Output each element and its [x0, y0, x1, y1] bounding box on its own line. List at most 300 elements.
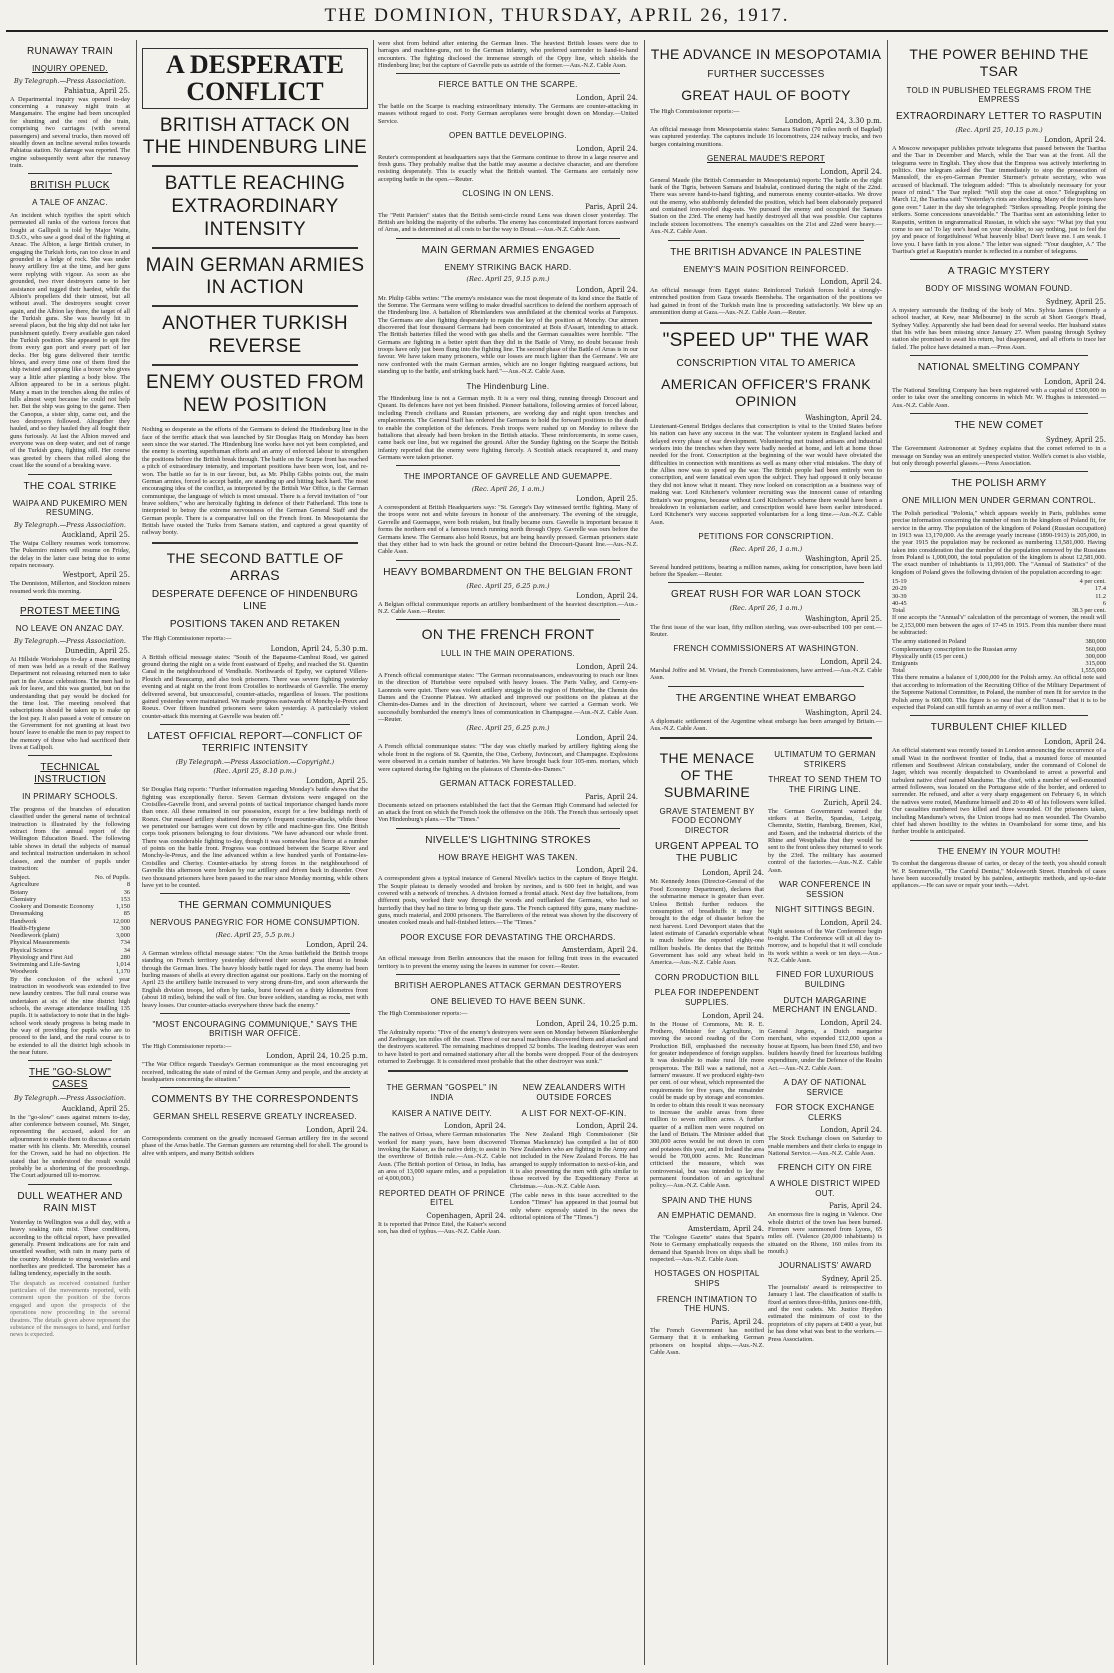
article-new-comet	[892, 420, 1106, 467]
subheadline: MAIN GERMAN ARMIES IN ACTION	[145, 254, 365, 299]
dateline: Pahiatua, April 25.	[63, 86, 130, 95]
divider	[28, 755, 112, 756]
article-body: The battle on the Scarpe is reaching extraordinary intensity. The Germans are counter-attacking in masses without regard to cost. Forty German aeroplanes were brought down on Monday.—United Service.	[378, 103, 638, 125]
subheadline: ENEMY STRIKING BACK HARD.	[444, 262, 572, 272]
table-cell: 1,150	[115, 903, 130, 911]
dateline: London, April 24.	[576, 866, 638, 875]
subheadline: BODY OF MISSING WOMAN FOUND.	[925, 284, 1073, 294]
masthead-rule	[6, 30, 1108, 32]
table-cell: Botany	[10, 888, 29, 896]
headline: TECHNICAL INSTRUCTION	[34, 762, 106, 786]
article-body: Reuter's correspondent at headquarters says that the Germans continue to throw in a large reserve and fresh guns. They probably realise that the battle may assume a decisive character, and are therefore resisting desperately. This is exactly what the British wanted. The Germans are certainly now accepting battle in the open.—Reuter.	[378, 153, 638, 183]
table-cell: 36	[123, 888, 130, 896]
table-cell: 315,000	[1085, 660, 1106, 667]
article-body: The "Cologne Gazette" states that Spain's Note to Germany emphatically requests the demand that Spanish lives on ships shall be respected.—Aus.-N.Z. Cable Assn.	[650, 1234, 764, 1264]
article-body: An incident which typifies the spirit which permeated all ranks of the various forces that fought at Gallipoli is told by Major Waite, D.S.O., who saw a good deal of the fighting at Anzac. The Albion, a large British cruiser, in engaging the Turkish forts, ran too close in and grounded in a ledge of rock. She was under heavy artillery fire at the time, and her guns were replying with vigour. As soon as she grounded, two river destroyers came to her assistance and tugged their hardest, while the Albion's propellers did their utmost, but all without avail. The destroyers sought cover again, and the Albion lay there, the target of all the Turkish guns. She was heavily hit in several places, but the big ship did not take her punishment quietly. Every available gun raked the Turkish position. She appeared to spit fire from every gun port and every part of her decks. Her big guns delivered their terrific blows, and every time one of them fired the ship twisted and sprang like a boxer who gives way a little after planting a body blow. The Albion appeared to be in a serious plight. Many a man in the trenches along the miles of hills almost wept because he could not help her. But the ship was going to the game. Then the Canopus, a sister ship, came out, and the two destroyers followed. Altogether they hauled, and so they hauled they all fought their guns furiously. At last the Albion moved and everyone was on deep water, and out of range of the Turkish guns, fighting still. Her course was greeted by cheers that rolled along the coast like the sound of a breaking wave.	[10, 211, 130, 470]
article-body: A correspondent at British Headquarters says: "St. George's Day witnessed terrific fighting. Many of the troops were not and white favours in honour of the anniversary. The evening of the struggle, Gavrelle and Guemappe, were both retaken, but finally became ours. Gavrelle is important because it forms the northern end of a famous trench running north through Oppy. Gavrelle was ours before the Germans knew. The Germans also hold Roeux, but are being heavily pressed. German prisoners state that they either had to win back the ground or retire behind the Drocourt-Queant line.—Aus.-N.Z. Cable Assn.	[378, 504, 638, 556]
article-body: A mystery surrounds the finding of the body of Mrs. Sylvia James (formerly a school teacher, at Kew, near Melbourne) in the scrub at Short George's Head, Sydney Valley. Apparently she had been dead for several weeks. Her husband states that his wife has been missing since January 27. When passing through Sydney station she promised to await his return, but disappeared, and all efforts to trace her failed. The police have detained a man.—Press Assn.	[892, 306, 1106, 351]
intro-line: The High Commissioner reports:—	[142, 635, 232, 643]
article-coal-strike	[10, 481, 130, 595]
headline: A DESPERATE CONFLICT	[142, 48, 368, 109]
article-body: The Hindenburg line is not a German myth. It is a very real thing, running through Drocourt and Queant. Its defences have not yet been finished. Pioneer battalions, following armies of forced labour, including French civilians and Russian prisoners, are working day and night upon trenches and emplacements. The General Staff has ordered the Germans to hold the forward positions to the death to enable the completion of the defences. Fresh troops were rushed up on Monday to relieve the battalions that already had been broken in the British attacks. These reinforcements, in some cases, came back our line, but we regained the ground. After the Sunday fighting on the Scarpe the British infantry reported that the enemy were fighting fiercely. A Scottish attack recaptured it, and many Germans were taken prisoner.	[378, 395, 638, 461]
sub-column-right	[510, 1077, 638, 1237]
headline: THE ARGENTINE WHEAT EMBARGO	[675, 692, 857, 704]
subheadline: KAISER A NATIVE DEITY.	[391, 1108, 493, 1118]
divider	[910, 715, 1088, 716]
headline: DULL WEATHER AND RAIN MIST	[17, 1190, 123, 1214]
divider	[910, 259, 1088, 260]
divider	[396, 238, 620, 239]
article-body: Correspondents comment on the greatly increased German artillery fire in the second phase of the Arras battle. The German gunners are returning shell for shell. The ground is alive with snipers, and many British soldiers	[142, 1135, 368, 1157]
table-row	[892, 667, 1106, 674]
divider	[910, 471, 1088, 472]
table-cell: Total	[892, 606, 905, 614]
table-cell: Total	[892, 667, 905, 675]
subheadline: AN EMPHATIC DEMAND.	[657, 1211, 757, 1221]
article-body: An official statement was recently issued in London announcing the occurrence of a small Wasi in the northwest frontier of India, that a mounted force of mounted riflemen and Southwest African constabulary, under the command of Colonel de Jager, which was recently despatched to Ovamboland to arrest a powerful and turbulent native chief named Mandume. The chief, with a number of well-mounted armed followers, was located on the Portuguese side of the border, and ordered to surrender. He refused, and after a very sharp engagement on February 6, in which the natives were routed, Mandume himself and 20 to 40 of his followers were killed. Our casualties numbered two killed and three wounded. Of the prisoners taken, including Mandume's wives, the Union troops had no men wounded. The Ovambo chief had shown hostility to the whites in Ovamboland for some time, and his further trouble is anticipated.	[892, 747, 1106, 836]
dateline: Zurich, April 24.	[823, 798, 882, 807]
divider	[28, 1184, 112, 1185]
table-row	[892, 660, 1106, 667]
subheadline: INQUIRY OPENED.	[32, 64, 108, 73]
divider	[160, 1013, 350, 1014]
article-petitions	[650, 532, 882, 578]
article-polish-army	[892, 478, 1106, 711]
article-body: An official message from Berlin announces that the reason for felling fruit trees in the evacuated territory is to prevent the enemy using the leaves in summer for cover.—Reuter.	[378, 955, 638, 970]
table-cell: 20-29	[892, 585, 907, 593]
table-cell: 4 per cent.	[1079, 578, 1106, 586]
divider	[388, 1070, 628, 1072]
article-body: The New Zealand High Commissioner (Sir Thomas Mackenzie) has compiled a list of 800 New Zealanders who are fighting in the Army and not included in the New Zealand Forces. He has arranged to supply information to next-of-kin, and it is also presenting the men with gifts similar to those received by the Expeditionary Force at Christmas.—Aus.-N.Z. Cable Assn.	[510, 1131, 638, 1190]
column-1	[6, 40, 134, 1665]
headline: THE COAL STRIKE	[23, 480, 117, 492]
headline: RUNAWAY TRAIN	[27, 46, 113, 57]
total-row-table	[892, 607, 1106, 614]
table-row	[892, 653, 1106, 660]
article-power-behind-tsar	[892, 46, 1106, 255]
dateline: London, April 24.	[820, 1126, 882, 1135]
dateline: Sydney, April 25.	[1045, 436, 1106, 445]
table-cell: Health-Hygiene	[10, 924, 51, 932]
headline: WAR CONFERENCE IN SESSION	[779, 879, 871, 899]
table-body	[892, 578, 1106, 607]
dateline: London, April 24.	[444, 1122, 506, 1131]
headline: REPORTED DEATH OF PRINCE EITEL	[378, 1188, 506, 1208]
dateline: Sydney, April 25.	[1045, 297, 1106, 306]
table-row	[892, 578, 1106, 585]
divider	[396, 828, 620, 829]
dateline: Paris, April 24.	[711, 1317, 764, 1326]
subheadline: EXTRAORDINARY LETTER TO RASPUTIN	[895, 110, 1103, 122]
dateline: Sydney, April 25.	[821, 1275, 882, 1283]
dateline: Washington, April 24.	[805, 708, 882, 717]
table-header-cell: No. of Pupils.	[95, 874, 130, 882]
headline: GREAT RUSH FOR WAR LOAN STOCK	[670, 589, 862, 601]
subheadline: PLEA FOR INDEPENDENT SUPPLIES.	[654, 988, 760, 1007]
dateline: London, April 24.	[1044, 378, 1106, 387]
article-turbulent-chief	[892, 722, 1106, 835]
headline: LATEST OFFICIAL REPORT—CONFLICT OF TERRIFIC INTENSITY	[147, 730, 363, 754]
dateline: London, April 25.	[576, 495, 638, 504]
table-cell: Handwork	[10, 917, 37, 925]
article-body: General Jurgens, a Dutch margarine merchant, who expended £12,000 upon a house at Epsom, has been fined £50, and two builders heavily fined for luxurious building expenditure, under the Defence of the Realm Act.—Aus.-N.Z. Cable Assn.	[768, 1027, 882, 1072]
article-body: A Moscow newspaper publishes private telegrams that passed between the Tsaritsa and the Tsar in December and March, while the Tsar was at the front. All the telegrams were in English. They show that the Empress was actively interfering in politics. One telegram asked the Tsar immediately to stop the prosecution of Manusloff, the ex-pro-German Premier Sturmer's private secretary, who was accused of blackmail. The telegram added: "This is absolutely necessary for your peace of mind." The Tsar replied: "Will stop the case at once." Telegraphing on March 12, the Tsaritsa said: "Yesterday's riots are shocking. Many of the troops have gone over." Later in the day she telegraphed: "Strikes spreading. People joining the strikers. Some concessions unavoidable." The Tsaritsa sent an astonishing letter to Rasputin, written in ungrammatical Russian, in which she says: "What joy that you come to see us! To lay one's head on your shoulder, to say nothing, just to feel the joy and peace of forgetfulness! What heavenly bliss! Don't leave me. I am weak. I love you. I have faith in you alone." The letter was signed: "Your daughter, A." The Tsaritsa's grief at Rasputin's murder is reflected in a number of telegrams.	[892, 144, 1106, 255]
subheadline: NERVOUS PANEGYRIC FOR HOME CONSUMPTION.	[150, 918, 360, 928]
lead-story	[142, 48, 368, 537]
headline: FRENCH CITY ON FIRE	[777, 1163, 872, 1173]
headline: "SPEED UP" THE WAR	[662, 329, 870, 351]
article-body: It is reported that Prince Eitel, the Kaiser's second son, has died of typhus.—Aus.-N.Z. Cable Assn.	[378, 1220, 506, 1236]
headline: THE ADVANCE IN MESOPOTAMIA	[650, 46, 882, 62]
subheadline: BRITISH ATTACK ON THE HINDENBURG LINE	[142, 114, 368, 159]
dateline: London, April 24.	[576, 662, 638, 671]
article-body: Nothing so desperate as the efforts of the Germans to defend the Hindenburg line in the face of the terrific attack that was launched by Sir Douglas Haig on Monday has been seen since the war started. The Hindenburg line works have not yet been completed, and the enemy is exerting superhuman efforts and an army of enforced labour to strengthen the positions before the British break through. The battle on the Scarpe front has reached a pitch of extraordinary intensity, and important positions have been won, lost, and re-won. The battle so far is in our favour, but, as Mr. Philip Gibbs points out, the main German armies, forced to accept battle, are standing up and hitting back hard. The most encouraging idea of the conflict, as interpreted by the British War Office, is the German communique, the language of which is most unusual. There is a fervid invitation of "our brave soldiers," who are heroically fighting in defence of their Fatherland. This tone is interpreted to betray the extreme nervousness of the German General Staff and the German people. There is a comparative lull on the French front. In Mesopotamia the British have ousted the Turks from Samara station, and captured a great quantity of railway booty.	[142, 426, 368, 537]
table-row	[10, 903, 130, 910]
article-body: The journalists' award is retrospective to January 1 last. The classification of staffs is fixed at seniors three-fifths, juniors one-fifth, and the rest cadets. Mr. Justice Heydon estimated the minimum of cost to the proprietors of city papers at £400 a year, but he has done what was best to the workers.—Press Association.	[768, 1284, 882, 1343]
table-row	[10, 889, 130, 896]
article-speed-up-war	[650, 330, 882, 526]
subheadline: ENEMY'S MAIN POSITION REINFORCED.	[683, 264, 849, 274]
dateline: Amsterdam, April 24.	[561, 946, 638, 955]
dateline: Amsterdam, April 24.	[687, 1225, 764, 1234]
headline: "MOST ENCOURAGING COMMUNIQUE," SAYS THE BRITISH WAR OFFICE.	[152, 1019, 358, 1039]
headline: THE BRITISH ADVANCE IN PALESTINE	[670, 246, 862, 258]
table-row	[10, 881, 130, 888]
column-rule	[136, 40, 137, 1665]
article-body: The French Government has notified Germany that it is embarking German prisoners on hospital ships.—Aus.-N.Z. Cable Assn.	[650, 1326, 764, 1356]
headline: THE POLISH ARMY	[951, 478, 1047, 490]
article-war-loan	[650, 589, 882, 638]
headline: THE POWER BEHIND THE TSAR	[909, 46, 1089, 79]
headline: FINED FOR LUXURIOUS BUILDING	[776, 970, 874, 990]
divider	[910, 413, 1088, 414]
subheadline: ONE BELIEVED TO HAVE BEEN SUNK.	[430, 996, 586, 1006]
dateline: London, April 24, 10.25 p.m.	[266, 1052, 368, 1061]
article-body: At Hillside Workshops to-day a mass meeting of men was held as a result of the Railway Department not releasing returned men to take part in the Anzac celebrations. The men had to ask for leave, and this was granted, but on the understanding that pay would be docked for the time lost. The meeting resolved that subscriptions should be taken up to make up the lost pay. It also passed a vote of censure on the Government for not granting at least two hours' leave to enable the men to pay respect to the memory of those who had sacrificed their lives at Gallipoli.	[10, 655, 130, 752]
dateline: London, April 24.	[576, 94, 638, 103]
dateline: London, April 24.	[576, 144, 638, 153]
column-rule	[644, 40, 645, 1665]
subheadline: ONE MILLION MEN UNDER GERMAN CONTROL.	[901, 496, 1097, 506]
article-latest-official-report	[142, 731, 368, 889]
dateline: London, April 24.	[702, 1011, 764, 1020]
dateline: London, April 24.	[820, 278, 882, 287]
received-time: (Rec. April 26, 1 a.m.)	[729, 604, 803, 613]
dateline: Westport, April 25.	[62, 571, 130, 580]
article-body: A French official communique states: "The German reconnaissances, endeavouring to reach our lines in the direction of Hurtebise were repulsed with heavy losses. The Paris Valley, and Cerny-en-Laonnois were quiet. There was violent artillery struggle in the region of Hurtebise, the Chemin des Dames and the Craonne Plateau. We attacked and improved our positions on the plateau at the Chemin-des-Dames and in the direction of Juvincourt, where we carried a German work. We successfully bombarded the enemy's lines of communication in Champagne.—Aus.-N.Z. Cable Assn.—Reuter.	[378, 671, 638, 723]
subtraction-table	[892, 638, 1106, 667]
table-cell: Swimming and Life-Saving	[10, 961, 80, 969]
table-row	[892, 646, 1106, 653]
article-open-battle	[378, 131, 638, 183]
article-body: Lieutenant-General Bridges declares that conscription is vital to the United States before his nation can have any success in the war. The volunteer system in England lacked and delayed every phase of war development. Volunteering met trained artisans and industrial workers into the trenches when they were badly needed at home, and left at home those needed for the front. Conscription at the beginning of the war would have obviated the difficulties in connection with munitions as well as many other vital mistakes. The duty of the Allies now was to speed up the war. The British people had been entirely won to conscription, and were fanatical even upon the subject. They had opposed it only because they did not know what it meant. They now looked on conscription as a business way of making war. Lord Kitchener's volunteer recruiting was the innocent cause of retarding Britain's war progress, because without Lord Kitchener's scheme there would have been a breakdown in voluntarism earlier, and conscription would have been earlier introduced. Lord Kitchener's very success supported voluntarism for a long time.—Aus.-N.Z. Cable Assn.	[650, 422, 882, 526]
subheadline: ENEMY OUSTED FROM NEW POSITION	[146, 371, 364, 416]
table-cell: Chemistry	[10, 895, 37, 903]
subheadline: FRENCH INTIMATION TO THE HUNS.	[656, 1294, 758, 1314]
dateline: Paris, April 24.	[585, 202, 638, 211]
table-row	[892, 638, 1106, 645]
divider	[152, 165, 358, 167]
received-time: (Rec. April 25, 9.15 p.m.)	[466, 275, 550, 284]
received-time: (Rec. April 25, 10.15 p.m.)	[955, 125, 1043, 134]
article-body: The National Smelting Company has been registered with a capital of £500,000 in order to take over the smelting concerns in which Mr. W. Hughes is interested.—Aus.-N.Z. Cable Assn.	[892, 387, 1106, 409]
advertisement-dentist	[892, 847, 1106, 890]
article-french-commissioners	[650, 644, 882, 681]
advertisement-body: To combat the dangerous disease of caries, or decay of the teeth, you should consult W. P. Sommerville, "The Careful Dentist," Molesworth Street. Hundreds of cases have been successfully treated by his painless, antiseptic methods, and up-to-date appliances.—He can save or repair your teeth.—Advt.	[892, 860, 1106, 890]
article-body: The first issue of the war loan, fifty million sterling, was over-subscribed 100 per cent.—Reuter.	[650, 623, 882, 638]
table-cell: 153	[120, 895, 130, 903]
article-comments	[142, 1094, 368, 1157]
article-body: A German wireless official message states: "On the Arras battlefield the British troops standing on French territory yesterday delivered their second great thrust to break through the German lines. The heavy bloody battle raged for days. The enemy had been hurling masses of shells at every direction against our positions. Early on the morning of April 23 the artillery battle increased to very strong drum-fire, and soon afterwards the English division troops, led often by tanks, burst forward on a thirty kilometres front (about 18 miles), behind the wall of fire. Our brave soldiers, standing as rocks, met with heavy losses. Our counter-attacks everywhere threw back the enemy."	[142, 949, 368, 1009]
column-4	[646, 40, 886, 1665]
article-second-battle-arras	[142, 550, 368, 720]
received-time: (Rec. April 25, 5.5 p.m.)	[215, 930, 295, 939]
article-body: This there remains a balance of 1,000,000 for the Polish army. An official note said that according to information of the Recruiting Office of the Military Department of the Supreme National Committee, in Poland, the number of men fit for service in the Polish army is 600,000. This figure is so near that of the "Annual" that it is to be expected that Poland can still furnish an army of over a million men.	[892, 674, 1106, 711]
subheadline: ANOTHER TURKISH REVERSE	[162, 313, 348, 357]
byline: (By Telegraph.—Press Association.—Copyright.)	[175, 757, 335, 766]
article-body: Marshal Joffre and M. Viviani, the French Commissioners, have arrived.—Aus.-N.Z. Cable Assn.	[650, 666, 882, 682]
divider	[28, 1060, 112, 1061]
subheadline: The Hindenburg Line.	[466, 381, 550, 391]
received-time: (Rec. April 26, 1 a.m.)	[729, 544, 803, 553]
subheadline: DESPERATE DEFENCE OF HINDENBURG LINE	[151, 589, 359, 613]
table-row	[10, 968, 130, 975]
subheadline: CONSCRIPTION VITAL TO AMERICA	[676, 358, 856, 370]
article-body: The "Petit Parisien" states that the British semi-circle round Lens was drawn closer yesterday. The British are holding the majority of the suburbs. The enemy has concentrated important forces eastward of Arras, and is determined at all costs to bar the way to Douai.—Aus.-N.Z. Cable Assn.	[378, 211, 638, 234]
article-most-encouraging	[142, 1020, 368, 1084]
article-german-communiques	[142, 900, 368, 1009]
headline: A TRAGIC MYSTERY	[947, 266, 1051, 278]
table-cell: 1,555,000	[1080, 667, 1106, 675]
article-body: Night sessions of the War Conference begin to-night. The Conference will sit all day to-morrow, and is hopeful that it will conclude its work within a week or ten days.—Aus.-N.Z. Cable Assn.	[768, 927, 882, 965]
article-body: Mr. Kennedy Jones (Director-General of the Food Economy Department), declares that the submarine menace is greater than ever. Unless British further reduces the consumption of breadstuffs it may be brought to the edge of disaster before the next harvest. Lord Devonport states that the latest estimate of Canada's exportable wheat is much below the reported eighty-one million bushels. He denies that the British Government has sold any wheat held in America.—Aus.-N.Z. Cable Assn.	[650, 878, 764, 967]
article-body: By the conclusion of the school year instruction in woodwork was extended to five new laundry centres. The full rural course was undertaken at six of the nine district high schools, the average attendance totalling 135 pupils. It is satisfactory to note that in the high-school work steady progress is being made in the way of providing for pupils who are to proceed to the land, and the rural course is to be extended to all the district high schools in the near future.	[10, 975, 130, 1057]
article-body: Several hundred petitions, bearing a million names, asking for conscription, have been laid before the Speaker.—Reuter.	[650, 563, 882, 579]
subheadline: GREAT HAUL OF BOOTY	[681, 86, 851, 103]
headline: BRITISH PLUCK	[30, 180, 110, 192]
table-cell: Physiology and First Aid	[10, 953, 73, 961]
divider	[396, 974, 620, 975]
article-body: The Denniston, Millerton, and Stockton miners resumed work this morning.	[10, 580, 130, 595]
table-cell: 85	[123, 910, 130, 918]
headline: ON THE FRENCH FRONT	[421, 626, 595, 643]
byline: By Telegraph.—Press Association.	[14, 1094, 126, 1103]
headline: HOSTAGES ON HOSPITAL SHIPS	[654, 1269, 760, 1289]
subheadline: NIGHT SITTINGS BEGIN.	[775, 905, 875, 915]
table-row	[10, 932, 130, 939]
subheadline: NO LEAVE ON ANZAC DAY.	[15, 623, 125, 633]
table-cell: Cookery and Domestic Economy	[10, 903, 94, 911]
dateline: London, April 24.	[1044, 738, 1106, 747]
divider	[910, 355, 1088, 356]
table-cell: Complementary conscription to the Russian army	[892, 645, 1018, 653]
article-body: A Departmental inquiry was opened to-day concerning a runaway night train at Mangamaire. The engine had been uncoupled for shunting and the rest of the train, comprising two carriages (with several passengers) and several trucks, then moved off steadily down an incline several miles towards Pahiatua station. No damage was reported. The engine subsequently went after the runaway train.	[10, 95, 130, 169]
table-cell: 300,000	[1085, 652, 1106, 660]
article-body: General Maude (the British Commander in Mesopotamia) reports: The battle on the right bank of the Tigris, between Samara and Istabulat, continued during the night of the 22nd. There was severe hand-to-hand fighting, and numerous enemy counter-attacks. We drove out the enemy, who stubbornly defended the position, which had been elaborately prepared and contained iron-roofed dug-outs. We pursued the enemy and occupied the Samara Station on the 23rd. The enemy had hastily destroyed all that was possible. Our captures include sixteen locomotives. The enemy's casualties on the 21st and 22nd were heavy.—Aus.-N.Z. Cable Assn.	[650, 176, 882, 236]
headline: THE SECOND BATTLE OF ARRAS	[166, 549, 344, 583]
dateline: London, April 25.	[306, 777, 368, 786]
editorial-note: (The cable news in this issue accredited to the London "Times" has appeared in that journal but only where expressly stated in the news the editorial opinions of The "Times.")	[510, 1192, 638, 1222]
headline: THE GERMAN COMMUNIQUES	[178, 900, 332, 912]
subheadline: TOLD IN PUBLISHED TELEGRAMS FROM THE EMPRESS	[906, 85, 1092, 105]
subheadline: URGENT APPEAL TO THE PUBLIC	[655, 841, 759, 865]
intro-line: The High Commissioner reports:—	[650, 107, 740, 115]
headline: GERMAN ATTACK FORESTALLED.	[439, 778, 577, 788]
article-body: The natives of Orissa, where German missionaries worked for many years, have been discovered invoking the Kaiser, as the native deity, to assist in the overthrow of British rule.—Aus.-N.Z. Cable Assn. (The British portion of Orissa, in India, has an area of 13,000 square miles, and a population of 4,000,000.)	[378, 1131, 506, 1183]
article-technical-instruction	[10, 762, 130, 1056]
article-body: Mr. Philip Gibbs writes: "The enemy's resistance was the most desperate of its kind since the Battle of the Somme. The Germans were willing to make dreadful sacrifices to defend the northern approach of the Hindenburg line. A battalion of Rheinlanders was annihilated at the chemical works at Fampoux. The Germans are also fighting desperately to regain the key of the position at Monchy. Our airmen discovered that four thousand Germans had been concentrated at Bois d'Assart, intending to attack. The British batteries filled the wood with gas shells and the German casualties were horrible. "The Germans are fighting in a better spirit than they did in the Battle of Vimy, no doubt because fresh troops have only just been flung into the fighting line. The second phase of the Battle of Arras is in our favour. We have taken many prisoners, while our losses are much lighter than the Germans'. We are now confronted with the main German armies, which are no longer fighting rearguard actions, but standing up to the battle, and striking back hard."—Aus.-N.Z. Cable Assn.	[378, 294, 638, 376]
dateline: Paris, April 24.	[585, 792, 638, 801]
divider	[152, 364, 358, 366]
article-body: A British official message states: "South of the Bapaume-Cambrai Road, we gained ground during the night on a wide front eastward of Epehy, and reached the St. Quentin Canal in the neighbourhood of Vendhuile. Northwards of Epehy, we captured Villers-Plouich and Beaucamp, and also took prisoners. There was severe fighting yesterday evening and at night on the front from Croisilles to northwards of Gavrelle. The enemy delivered several, but unsuccessful, counter-attacks, regardless of losses. The positions gained yesterday were maintained. We made progress eastwards of Monchy-le-Preux and Roeux. Over fifteen hundred prisoners were taken yesterday. A particularly violent counter-attack this morning at Gavrelle was beaten off."	[142, 653, 368, 720]
headline: SPAIN AND THE HUNS	[661, 1195, 753, 1205]
table-cell: 560,000	[1085, 645, 1106, 653]
article-palestine	[650, 247, 882, 317]
table-row	[892, 600, 1106, 607]
article-body: The Stock Exchange closes on Saturday to enable members and their clerks to engage in National Service.—Aus.-N.Z. Cable Assn.	[768, 1135, 882, 1158]
divider	[660, 737, 872, 739]
subheadline: A TALE OF ANZAC.	[32, 198, 108, 208]
table-row	[10, 961, 130, 968]
table-cell: 11.2	[1095, 592, 1106, 600]
table-row	[10, 939, 130, 946]
article-protest-meeting	[10, 606, 130, 751]
divider	[160, 421, 350, 422]
article-body: A French official communique states: "The day was chiefly marked by artillery fighting along the whole front in the regions of St. Quentin, the Oise, Cerbeny, Juvincourt, and Champagne. Explosions were observed in a certain number of batteries. We have brought back four 105-mm. mortars, which were captured during the fighting on the plateaux of Chemin-des-Dames."	[378, 743, 638, 773]
article-body: "The War Office regards Tuesday's German communique as the most encouraging yet received, indicating the state of mind of the German Army and people, and the anxiety at headquarters concerning the situation."	[142, 1061, 368, 1084]
article-body: An enormous fire is raging in Valence. One whole district of the town has been burned. Firemen were summoned from Lyons, 65 miles off. (Valence (20,000 inhabitants) is situated on the Rhone, 160 miles from its mouth.)	[768, 1211, 882, 1256]
dateline: London, April 24.	[576, 734, 638, 743]
headline: CORN PRODUCTION BILL	[654, 972, 760, 982]
article-body: Documents seized on prisoners established the fact that the German High Command had selected for an attack the front on which the French took the offensive on the 16th. The French thus seriously upset Von Hindenburg's plans.—The "Times."	[378, 801, 638, 824]
divider	[668, 686, 864, 687]
table-cell: 1,170	[115, 968, 130, 976]
table-cell: 30-39	[892, 592, 907, 600]
table-cell: 300	[120, 924, 130, 932]
table-cell: 40-45	[892, 599, 907, 607]
headline: THE GERMAN "GOSPEL" IN INDIA	[386, 1083, 498, 1102]
divider	[28, 474, 112, 475]
headline: THE MENACE OF THE SUBMARINE	[659, 750, 755, 800]
two-column-section	[378, 1077, 638, 1237]
subheadline: IN PRIMARY SCHOOLS.	[22, 792, 118, 802]
sub-column-left	[650, 744, 764, 1358]
table-row	[892, 585, 1106, 592]
subheadline: DUTCH MARGARINE MERCHANT IN ENGLAND.	[772, 995, 878, 1015]
article-body: The Waipa Colliery resumes work tomorrow. The Pukemiro miners will resume on Friday, the delay in the latter case being due to some repairs necessary.	[10, 539, 130, 569]
article-orchards	[378, 933, 638, 970]
subheadline: FOR STOCK EXCHANGE CLERKS	[775, 1103, 875, 1122]
headline: THE "GO-SLOW" CASES	[28, 1067, 112, 1091]
table-row	[892, 593, 1106, 600]
subheadline: GENERAL MAUDE'S REPORT	[707, 154, 825, 164]
divider	[160, 1087, 350, 1088]
table-cell: Dressmaking	[10, 910, 44, 918]
headline: THE ENEMY IN YOUR MOUTH!	[937, 846, 1061, 856]
masthead: THE DOMINION, THURSDAY, APRIL 26, 1917.	[324, 5, 790, 26]
divider	[668, 582, 864, 583]
dateline: London, April 24.	[702, 869, 764, 878]
article-british-pluck	[10, 180, 130, 469]
headline: PETITIONS FOR CONSCRIPTION.	[698, 531, 834, 541]
table-cell: 380,000	[1085, 638, 1106, 646]
table-row	[892, 607, 1106, 614]
divider	[396, 560, 620, 561]
article-french-front	[378, 626, 638, 772]
headline: NEW ZEALANDERS WITH OUTSIDE FORCES	[522, 1083, 626, 1102]
pupils-table	[10, 874, 130, 975]
table-row	[10, 947, 130, 954]
headline: CLOSING IN ON LENS.	[462, 189, 554, 199]
table-header-row	[10, 874, 130, 881]
sub-column-right	[768, 744, 882, 1358]
table-body	[892, 638, 1106, 667]
article-dull-weather	[10, 1191, 130, 1339]
received-time: (Rec. April 25, 6.25 p.m.)	[466, 724, 550, 733]
byline: By Telegraph.—Press Association.	[14, 636, 126, 645]
headline: HEAVY BOMBARDMENT ON THE BELGIAN FRONT	[383, 566, 633, 578]
headline: JOURNALISTS' AWARD	[778, 1261, 872, 1271]
column-2	[138, 40, 372, 1665]
column-5	[888, 40, 1110, 1665]
table-cell: 8	[126, 881, 130, 889]
divider	[152, 305, 358, 307]
dateline: Auckland, April 25.	[61, 530, 130, 539]
dateline: London, April 24.	[820, 167, 882, 176]
divider	[160, 893, 350, 894]
dateline: London, April 24.	[306, 940, 368, 949]
dateline: London, April 24.	[820, 1018, 882, 1027]
headline: FIERCE BATTLE ON THE SCARPE.	[438, 80, 578, 90]
subheadline: BATTLE REACHING EXTRAORDINARY INTENSITY	[164, 173, 346, 240]
article-go-slow	[10, 1067, 130, 1179]
dateline: London, April 24.	[820, 918, 882, 927]
dateline: London, April 24, 10.25 p.m.	[536, 1019, 638, 1028]
received-time: (Rec. April 25, 6.25 p.m.)	[466, 581, 550, 590]
divider	[396, 619, 620, 620]
headline: ULTIMATUM TO GERMAN STRIKERS	[774, 750, 876, 769]
table-cell: Physically unfit (15 per cent.)	[892, 652, 968, 660]
article-gavrelle	[378, 472, 638, 555]
article-smelting	[892, 362, 1106, 409]
headline: THE IMPORTANCE OF GAVRELLE AND GUEMAPPE.	[403, 472, 613, 482]
intro-line: The High Commissioner reports:—	[142, 1043, 232, 1051]
divider	[28, 173, 112, 174]
dateline: Copenhagen, April 24.	[426, 1211, 506, 1220]
table-row	[10, 918, 130, 925]
table-cell: 280	[120, 953, 130, 961]
article-body: In the "go-slow" cases against miners to-day, after conference between counsel, Mr. Singer, representing the accused, asked for an adjournment to enable them to discuss a certain matter with his clients. Mr. Meredith, counsel for the Crown, said he had no objection. He stated that he understood the result would probably be a shortening of the proceedings. The Court adjourned till to-morrow.	[10, 1113, 130, 1180]
dateline: London, April 24.	[576, 1122, 638, 1131]
table-cell: The army stationed in Poland	[892, 638, 967, 646]
received-time: (Rec. April 26, 1 a.m.)	[471, 484, 545, 493]
article-body: A diplomatic settlement of the Argentine wheat embargo has been arranged by Britain.—Aus.-N.Z. Cable Assn.	[650, 717, 882, 732]
dateline: London, April 24.	[576, 285, 638, 294]
article-main-armies-engaged	[378, 245, 638, 462]
subheadline: WAIPA AND PUKEMIRO MEN RESUMING.	[12, 498, 128, 518]
age-table	[892, 578, 1106, 607]
headline: NIVELLE'S LIGHTNING STROKES	[425, 834, 591, 846]
dateline: Auckland, April 25.	[61, 1104, 130, 1113]
dateline: Washington, April 25.	[805, 554, 882, 563]
table-cell: Physical Science	[10, 946, 53, 954]
intro-line: The High Commissioner reports:—	[378, 1010, 468, 1018]
article-nivelle	[378, 835, 638, 927]
table-row	[10, 925, 130, 932]
table-row	[10, 910, 130, 917]
headline: A DAY OF NATIONAL SERVICE	[783, 1078, 867, 1097]
article-aeroplanes-destroyers	[378, 981, 638, 1065]
